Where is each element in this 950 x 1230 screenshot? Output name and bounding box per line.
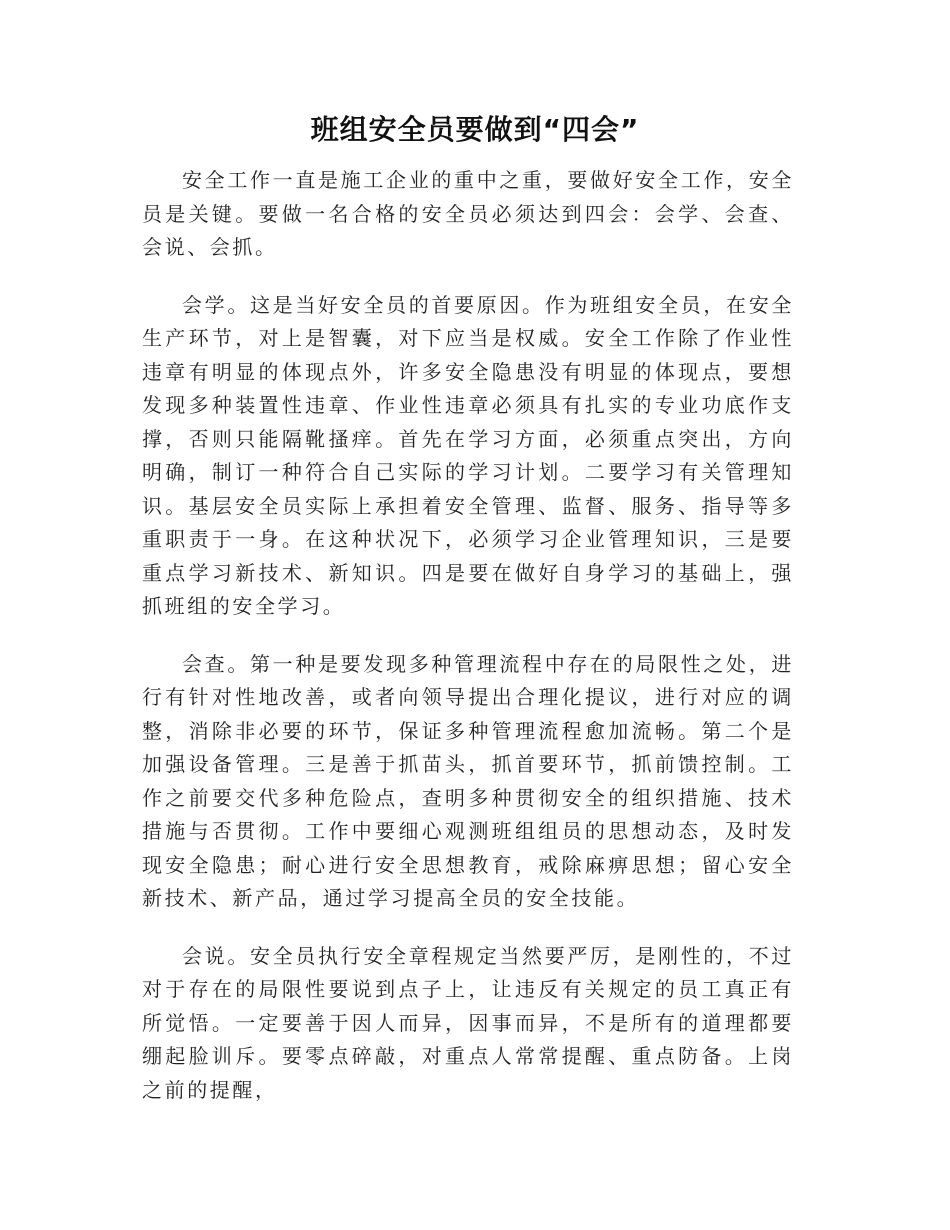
paragraph-learn: 会学。这是当好安全员的首要原因。作为班组安全员，在安全生产环节，对上是智囊，对下应当是权威。安全工作除了作业性违章有明显的体现点外，许多安全隐患没有明显的体现点，要想发现多种装置性违章、作业性违章必须具有扎实的专业功底作支撑，否则只能隔靴搔痒。首先在学习方面，必须重点突出，方向明确，制订一种符合自己实际的学习计划。二要学习有关管理知识。基层安全员实际上承担着安全管理、监督、服务、指导等多重职责于一身。在这种状况下，必须学习企业管理知识，三是要重点学习新技术、新知识。四是要在做好自身学习的基础上，强抓班组的安全学习。: [142, 292, 794, 618]
paragraph-speak: 会说。安全员执行安全章程规定当然要严厉，是刚性的，不过对于存在的局限性要说到点子上，让违反有关规定的员工真正有所觉悟。一定要善于因人而异，因事而异，不是所有的道理都要绷起脸训斥。要零点碎敲，对重点人常常提醒、重点防备。上岗之前的提醒，: [142, 943, 794, 1102]
paragraph-intro: 安全工作一直是施工企业的重中之重，要做好安全工作，安全员是关键。要做一名合格的安全员必须达到四会：会学、会查、会说、会抓。: [142, 168, 794, 259]
document-body: [142, 164, 794, 1131]
paragraph-inspect: 会查。第一种是要发现多种管理流程中存在的局限性之处，进行有针对性地改善，或者向领导提出合理化提议，进行对应的调整，消除非必要的环节，保证多种管理流程愈加流畅。第二个是加强设备管理。三是善于抓苗头，抓首要环节，抓前馈控制。工作之前要交代多种危险点，查明多种贯彻安全的组织措施、技术措施与否贯彻。工作中要细心观测班组组员的思想动态，及时发现安全隐患；耐心进行安全思想教育，戒除麻痹思想；留心安全新技术、新产品，通过学习提高全员的安全技能。: [142, 651, 794, 910]
document-title: 班组安全员要做到“四会”: [310, 113, 640, 146]
